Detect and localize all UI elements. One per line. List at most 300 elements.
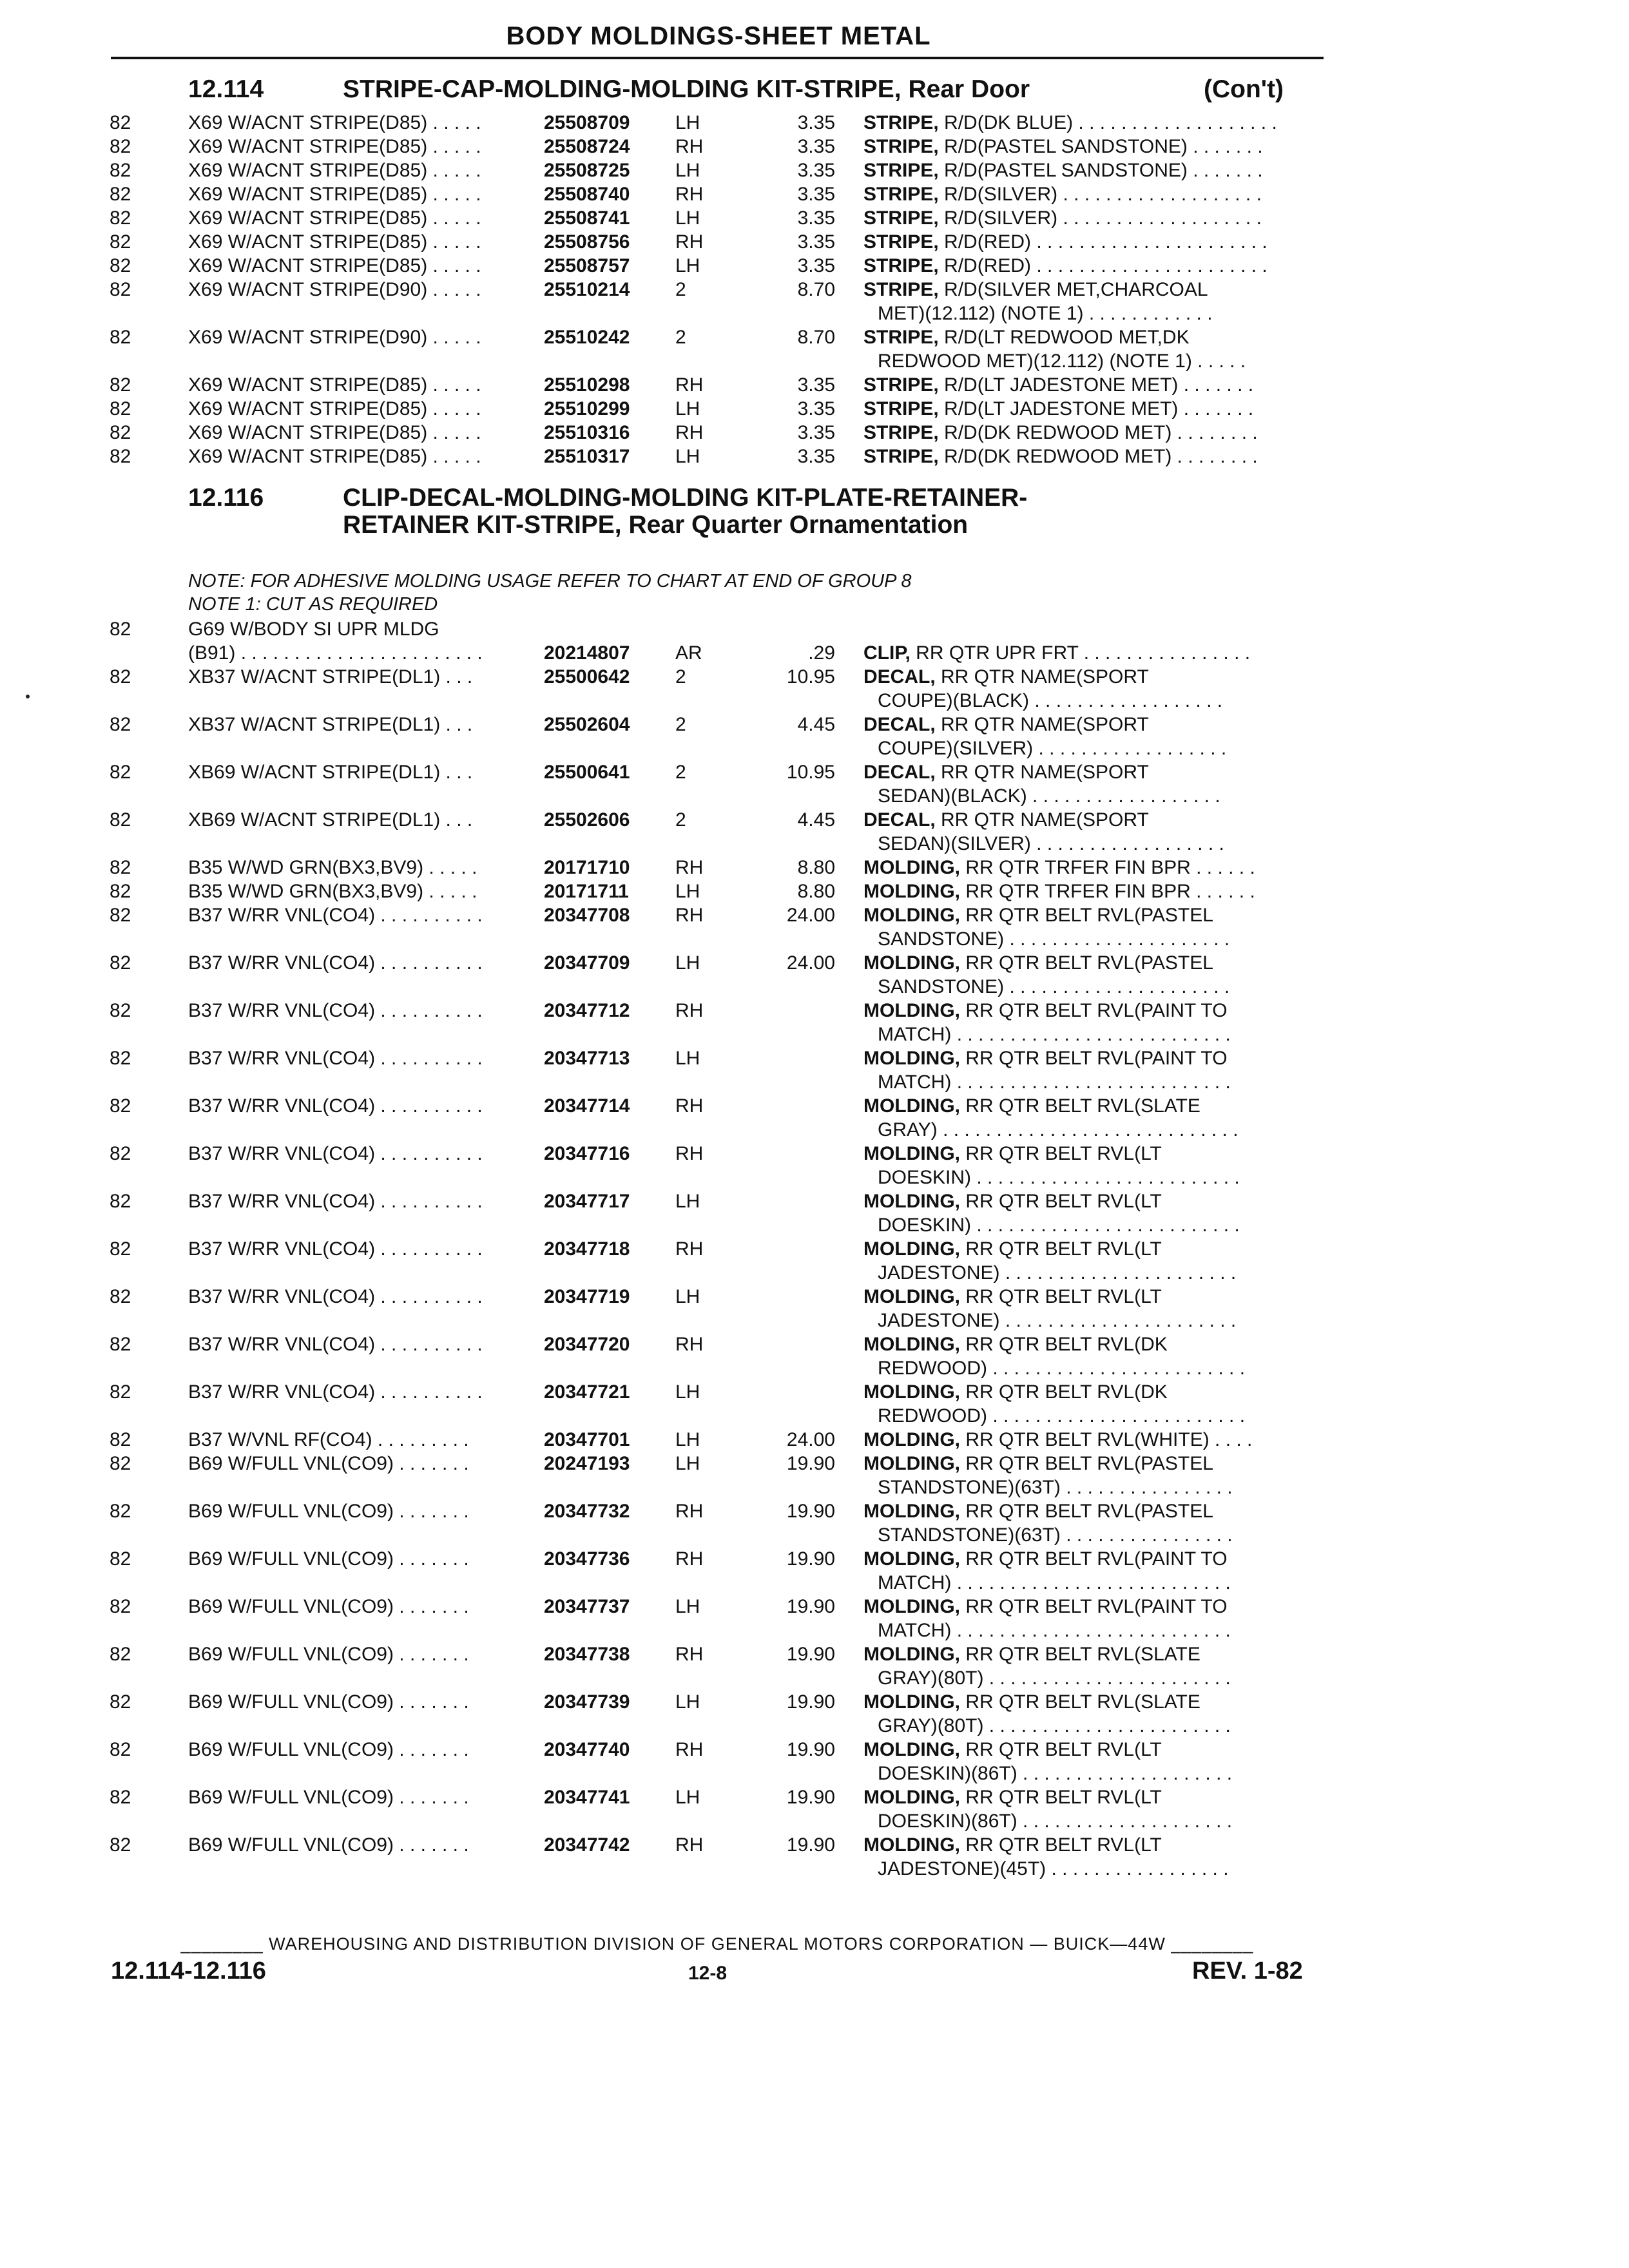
- part-row: [0, 1690, 1629, 1738]
- price: 8.80: [797, 881, 835, 902]
- price: 3.35: [797, 184, 835, 205]
- description: [863, 325, 1327, 373]
- part-detail-line2: COUPE)(SILVER) . . . . . . . . . . . . . . . . . .: [878, 738, 1227, 759]
- model-year: 82: [110, 1000, 131, 1021]
- part-name: DECAL,: [863, 762, 936, 783]
- application: B69 W/FULL VNL(CO9) . . . . . . .: [188, 1834, 469, 1856]
- part-name: MOLDING,: [863, 1453, 960, 1474]
- application: B37 W/RR VNL(CO4) . . . . . . . . . .: [188, 1191, 483, 1212]
- quantity: RH: [675, 1143, 704, 1164]
- part-detail: RR QTR NAME(SPORT: [935, 762, 1149, 783]
- quantity: LH: [675, 1286, 700, 1307]
- price: 19.90: [786, 1453, 835, 1474]
- part-detail: RR QTR BELT RVL(LT: [960, 1238, 1162, 1260]
- description: [863, 278, 1327, 325]
- description: [863, 421, 1327, 445]
- application: X69 W/ACNT STRIPE(D85) . . . . .: [188, 160, 481, 181]
- part-row: [0, 254, 1629, 278]
- part-number: 20347709: [544, 952, 630, 974]
- quantity: RH: [675, 136, 704, 157]
- model-year: 82: [110, 1095, 131, 1117]
- part-detail-line2: STANDSTONE)(63T) . . . . . . . . . . . . . . . .: [878, 1524, 1233, 1546]
- part-name: STRIPE,: [863, 231, 939, 253]
- model-year: 82: [110, 952, 131, 974]
- model-year: 82: [110, 1548, 131, 1570]
- model-year: 82: [110, 327, 131, 348]
- part-name: MOLDING,: [863, 1143, 960, 1164]
- application: X69 W/ACNT STRIPE(D85) . . . . .: [188, 136, 481, 157]
- price: 8.80: [797, 857, 835, 878]
- model-year: 82: [110, 1143, 131, 1164]
- quantity: LH: [675, 160, 700, 181]
- part-row: [0, 1547, 1629, 1595]
- model-year: 82: [110, 1381, 131, 1403]
- part-detail-line2: JADESTONE)(45T) . . . . . . . . . . . . . . . . .: [878, 1858, 1229, 1879]
- part-detail: R/D(DK BLUE) . . . . . . . . . . . . . . . . . . .: [938, 112, 1277, 133]
- continued-label: (Con't): [1204, 75, 1284, 103]
- part-name: DECAL,: [863, 714, 936, 735]
- part-row: [0, 951, 1629, 999]
- part-number: 20347720: [544, 1334, 630, 1355]
- model-year: 82: [110, 231, 131, 253]
- scan-speck: [26, 695, 30, 698]
- application: B69 W/FULL VNL(CO9) . . . . . . .: [188, 1787, 469, 1808]
- description: [863, 1380, 1327, 1428]
- quantity: LH: [675, 1048, 700, 1069]
- part-row: [0, 1142, 1629, 1189]
- part-detail-line2: DOESKIN)(86T) . . . . . . . . . . . . . . . . . . . .: [878, 1763, 1233, 1784]
- price: 8.70: [797, 279, 835, 300]
- part-name: CLIP,: [863, 642, 911, 664]
- part-name: MOLDING,: [863, 857, 960, 878]
- description: [863, 1547, 1327, 1595]
- model-year: 82: [110, 398, 131, 419]
- price: 3.35: [797, 207, 835, 229]
- part-row: [0, 665, 1629, 713]
- part-detail: R/D(DK REDWOOD MET) . . . . . . . .: [938, 446, 1258, 467]
- part-number: 20347716: [544, 1143, 630, 1164]
- part-row: [0, 999, 1629, 1046]
- price: 19.90: [786, 1644, 835, 1665]
- part-number: 25510242: [544, 327, 630, 348]
- part-row: [0, 617, 1629, 665]
- part-row: [0, 135, 1629, 159]
- part-number: 25508724: [544, 136, 630, 157]
- model-year: 82: [110, 666, 131, 687]
- part-name: MOLDING,: [863, 1644, 960, 1665]
- description: [863, 903, 1327, 951]
- part-row: [0, 1285, 1629, 1332]
- application: X69 W/ACNT STRIPE(D90) . . . . .: [188, 327, 481, 348]
- part-detail: R/D(LT REDWOOD MET,DK: [938, 327, 1190, 348]
- application: B37 W/RR VNL(CO4) . . . . . . . . . .: [188, 1238, 483, 1260]
- quantity: 2: [675, 327, 686, 348]
- price: .29: [808, 642, 835, 664]
- part-detail: RR QTR BELT RVL(PAINT TO: [960, 1596, 1228, 1617]
- model-year: 82: [110, 446, 131, 467]
- part-detail-line2: SEDAN)(SILVER) . . . . . . . . . . . . . . . . . .: [878, 833, 1224, 854]
- part-number: 20347740: [544, 1739, 630, 1760]
- part-row: [0, 278, 1629, 325]
- description: [863, 999, 1327, 1046]
- part-detail: RR QTR TRFER FIN BPR . . . . . .: [960, 857, 1255, 878]
- part-detail: RR QTR NAME(SPORT: [935, 666, 1149, 687]
- price: 3.35: [797, 231, 835, 253]
- quantity: AR: [675, 642, 702, 664]
- description: [863, 1094, 1327, 1142]
- part-detail: R/D(PASTEL SANDSTONE) . . . . . . .: [938, 136, 1263, 157]
- quantity: LH: [675, 255, 700, 276]
- part-number: 20171710: [544, 857, 630, 878]
- part-name: MOLDING,: [863, 1501, 960, 1522]
- part-number: 25508725: [544, 160, 630, 181]
- price: 4.45: [797, 714, 835, 735]
- part-number: 25510298: [544, 374, 630, 396]
- application: XB37 W/ACNT STRIPE(DL1) . . .: [188, 666, 473, 687]
- section-number: 12.114: [188, 75, 264, 103]
- part-name: MOLDING,: [863, 1787, 960, 1808]
- part-detail: RR QTR BELT RVL(PAINT TO: [960, 1000, 1228, 1021]
- description: [863, 1237, 1327, 1285]
- description: [863, 445, 1327, 468]
- part-detail: RR QTR BELT RVL(SLATE: [960, 1691, 1200, 1713]
- price: 4.45: [797, 809, 835, 831]
- description: [863, 1452, 1327, 1499]
- part-row: [0, 1189, 1629, 1237]
- description: [863, 1332, 1327, 1380]
- price: 19.90: [786, 1501, 835, 1522]
- part-detail: RR QTR BELT RVL(SLATE: [960, 1644, 1200, 1665]
- part-name: STRIPE,: [863, 207, 939, 229]
- application: B37 W/RR VNL(CO4) . . . . . . . . . .: [188, 1334, 483, 1355]
- part-detail-line2: MATCH) . . . . . . . . . . . . . . . . . . . . . . . . . .: [878, 1072, 1231, 1093]
- footer-revision: REV. 1-82: [1192, 1957, 1303, 1984]
- quantity: LH: [675, 112, 700, 133]
- part-name: DECAL,: [863, 809, 936, 831]
- part-row: [0, 903, 1629, 951]
- part-name: STRIPE,: [863, 374, 939, 396]
- quantity: LH: [675, 1453, 700, 1474]
- price: 3.35: [797, 112, 835, 133]
- description: [863, 111, 1327, 135]
- model-year: 82: [110, 136, 131, 157]
- part-row: [0, 397, 1629, 421]
- part-detail: RR QTR TRFER FIN BPR . . . . . .: [960, 881, 1255, 902]
- model-year: 82: [110, 374, 131, 396]
- description: [863, 665, 1327, 713]
- part-row: [0, 1499, 1629, 1547]
- application: X69 W/ACNT STRIPE(D85) . . . . .: [188, 374, 481, 396]
- part-detail: RR QTR BELT RVL(DK: [960, 1381, 1168, 1403]
- application: B69 W/FULL VNL(CO9) . . . . . . .: [188, 1644, 469, 1665]
- description: [863, 856, 1327, 879]
- part-detail: RR QTR BELT RVL(PASTEL: [960, 952, 1213, 974]
- part-detail-line2: REDWOOD) . . . . . . . . . . . . . . . . . . . . . . . .: [878, 1358, 1246, 1379]
- part-number: 25510299: [544, 398, 630, 419]
- part-detail-line2: SANDSTONE) . . . . . . . . . . . . . . . . . . . . .: [878, 976, 1230, 997]
- application: B37 W/VNL RF(CO4) . . . . . . . . .: [188, 1429, 469, 1450]
- part-detail: R/D(LT JADESTONE MET) . . . . . . .: [938, 398, 1254, 419]
- part-row: [0, 1738, 1629, 1785]
- description: [863, 879, 1327, 903]
- part-number: 20347732: [544, 1501, 630, 1522]
- title-rule: [111, 57, 1324, 59]
- section-title-line1: CLIP-DECAL-MOLDING-MOLDING KIT-PLATE-RETAINER-: [343, 484, 1028, 512]
- description: [863, 1285, 1327, 1332]
- model-year: 82: [110, 1501, 131, 1522]
- part-detail: R/D(SILVER) . . . . . . . . . . . . . . . . . . .: [938, 184, 1262, 205]
- quantity: LH: [675, 952, 700, 974]
- part-name: MOLDING,: [863, 1691, 960, 1713]
- quantity: RH: [675, 1644, 704, 1665]
- quantity: RH: [675, 1501, 704, 1522]
- part-row: [0, 445, 1629, 468]
- part-number: 20347718: [544, 1238, 630, 1260]
- part-detail-line2: SEDAN)(BLACK) . . . . . . . . . . . . . . . . . .: [878, 785, 1220, 807]
- part-detail: R/D(RED) . . . . . . . . . . . . . . . . . . . . . .: [938, 255, 1268, 276]
- application: B69 W/FULL VNL(CO9) . . . . . . .: [188, 1453, 469, 1474]
- footer-page-number: 12-8: [688, 1963, 728, 1984]
- application: X69 W/ACNT STRIPE(D85) . . . . .: [188, 255, 481, 276]
- description: [863, 1499, 1327, 1547]
- application: XB69 W/ACNT STRIPE(DL1) . . .: [188, 762, 473, 783]
- part-detail-line2: COUPE)(BLACK) . . . . . . . . . . . . . . . . . .: [878, 690, 1223, 711]
- quantity: 2: [675, 762, 686, 783]
- part-number: 20347742: [544, 1834, 630, 1856]
- part-row: [0, 856, 1629, 879]
- part-detail: RR QTR NAME(SPORT: [935, 714, 1149, 735]
- part-name: STRIPE,: [863, 279, 939, 300]
- price: 19.90: [786, 1596, 835, 1617]
- part-detail-line2: MATCH) . . . . . . . . . . . . . . . . . . . . . . . . . .: [878, 1024, 1231, 1045]
- part-row: [0, 182, 1629, 206]
- quantity: RH: [675, 905, 704, 926]
- model-year: 82: [110, 905, 131, 926]
- part-detail: R/D(RED) . . . . . . . . . . . . . . . . . . . . . .: [938, 231, 1268, 253]
- application: B69 W/FULL VNL(CO9) . . . . . . .: [188, 1548, 469, 1570]
- quantity: LH: [675, 446, 700, 467]
- model-year: 82: [110, 1429, 131, 1450]
- quantity: 2: [675, 666, 686, 687]
- part-row: [0, 713, 1629, 760]
- model-year: 82: [110, 160, 131, 181]
- part-number: 25500641: [544, 762, 630, 783]
- application: B37 W/RR VNL(CO4) . . . . . . . . . .: [188, 1048, 483, 1069]
- description: [863, 1428, 1327, 1452]
- model-year: 82: [110, 422, 131, 443]
- description: [863, 808, 1327, 856]
- price: 24.00: [786, 905, 835, 926]
- part-row: [0, 1237, 1629, 1285]
- part-name: MOLDING,: [863, 1429, 960, 1450]
- part-number: 20347741: [544, 1787, 630, 1808]
- quantity: LH: [675, 1787, 700, 1808]
- quantity: RH: [675, 1238, 704, 1260]
- part-detail: RR QTR UPR FRT . . . . . . . . . . . . . . . .: [910, 642, 1251, 664]
- part-number: 20347712: [544, 1000, 630, 1021]
- model-year: 82: [110, 184, 131, 205]
- quantity: LH: [675, 1596, 700, 1617]
- application: B69 W/FULL VNL(CO9) . . . . . . .: [188, 1596, 469, 1617]
- price: 24.00: [786, 1429, 835, 1450]
- description: [863, 713, 1327, 760]
- part-detail: RR QTR BELT RVL(LT: [960, 1739, 1162, 1760]
- price: 3.35: [797, 255, 835, 276]
- description: [863, 1785, 1327, 1833]
- part-detail-line2: GRAY)(80T) . . . . . . . . . . . . . . . . . . . . . . .: [878, 1715, 1231, 1736]
- model-year: 82: [110, 1596, 131, 1617]
- part-row: [0, 1046, 1629, 1094]
- model-year: 82: [110, 762, 131, 783]
- part-detail: R/D(LT JADESTONE MET) . . . . . . .: [938, 374, 1254, 396]
- section-number: 12.116: [188, 484, 264, 512]
- quantity: 2: [675, 279, 686, 300]
- description: [863, 641, 1327, 665]
- part-row: [0, 421, 1629, 445]
- part-row: [0, 111, 1629, 135]
- price: 19.90: [786, 1739, 835, 1760]
- part-name: STRIPE,: [863, 136, 939, 157]
- quantity: RH: [675, 1000, 704, 1021]
- part-detail: RR QTR BELT RVL(PAINT TO: [960, 1048, 1228, 1069]
- model-year: 82: [110, 1739, 131, 1760]
- part-name: DECAL,: [863, 666, 936, 687]
- part-name: STRIPE,: [863, 398, 939, 419]
- description: [863, 951, 1327, 999]
- model-year: 82: [110, 809, 131, 831]
- application: B37 W/RR VNL(CO4) . . . . . . . . . .: [188, 1143, 483, 1164]
- model-year: 82: [110, 1453, 131, 1474]
- part-detail: R/D(SILVER MET,CHARCOAL: [938, 279, 1208, 300]
- quantity: LH: [675, 207, 700, 229]
- application: B69 W/FULL VNL(CO9) . . . . . . .: [188, 1739, 469, 1760]
- application: X69 W/ACNT STRIPE(D90) . . . . .: [188, 279, 481, 300]
- application: B37 W/RR VNL(CO4) . . . . . . . . . .: [188, 905, 483, 926]
- price: 19.90: [786, 1548, 835, 1570]
- part-row: [0, 1785, 1629, 1833]
- part-name: MOLDING,: [863, 1286, 960, 1307]
- description: [863, 760, 1327, 808]
- part-row: [0, 230, 1629, 254]
- part-number: 25508740: [544, 184, 630, 205]
- description: [863, 373, 1327, 397]
- part-row: [0, 1428, 1629, 1452]
- part-detail-line2: MET)(12.112) (NOTE 1) . . . . . . . . . . . .: [878, 303, 1213, 324]
- part-row: [0, 159, 1629, 182]
- part-number: 20347719: [544, 1286, 630, 1307]
- part-number: 20214807: [544, 642, 630, 664]
- price: 19.90: [786, 1691, 835, 1713]
- application: X69 W/ACNT STRIPE(D85) . . . . .: [188, 422, 481, 443]
- model-year: 82: [110, 1191, 131, 1212]
- part-detail-line2: DOESKIN) . . . . . . . . . . . . . . . . . . . . . . . . .: [878, 1215, 1240, 1236]
- model-year: 82: [110, 279, 131, 300]
- model-year: 82: [110, 619, 131, 640]
- quantity: RH: [675, 1334, 704, 1355]
- part-number: 20347737: [544, 1596, 630, 1617]
- description: [863, 159, 1327, 182]
- price: 3.35: [797, 398, 835, 419]
- description: [863, 230, 1327, 254]
- part-row: [0, 1380, 1629, 1428]
- note-1: NOTE 1: CUT AS REQUIRED: [188, 594, 438, 615]
- part-detail: RR QTR BELT RVL(PAINT TO: [960, 1548, 1228, 1570]
- description: [863, 1642, 1327, 1690]
- part-name: STRIPE,: [863, 184, 939, 205]
- description: [863, 1690, 1327, 1738]
- part-name: MOLDING,: [863, 1048, 960, 1069]
- part-detail: RR QTR BELT RVL(LT: [960, 1286, 1162, 1307]
- part-row: [0, 1642, 1629, 1690]
- part-number: 25502606: [544, 809, 630, 831]
- part-detail-line2: SANDSTONE) . . . . . . . . . . . . . . . . . . . . .: [878, 928, 1230, 950]
- description: [863, 1189, 1327, 1237]
- description: [863, 182, 1327, 206]
- quantity: RH: [675, 1548, 704, 1570]
- application: B69 W/FULL VNL(CO9) . . . . . . .: [188, 1691, 469, 1713]
- application: XB37 W/ACNT STRIPE(DL1) . . .: [188, 714, 473, 735]
- part-number: 20347721: [544, 1381, 630, 1403]
- description: [863, 1738, 1327, 1785]
- part-number: 25508756: [544, 231, 630, 253]
- part-detail: RR QTR BELT RVL(PASTEL: [960, 1501, 1213, 1522]
- quantity: 2: [675, 714, 686, 735]
- part-number: 20171711: [544, 881, 629, 902]
- part-row: [0, 1833, 1629, 1881]
- part-row: [0, 1332, 1629, 1380]
- part-number: 20347714: [544, 1095, 630, 1117]
- part-name: MOLDING,: [863, 905, 960, 926]
- description: [863, 254, 1327, 278]
- part-detail-line2: REDWOOD MET)(12.112) (NOTE 1) . . . . .: [878, 351, 1246, 372]
- part-name: MOLDING,: [863, 1000, 960, 1021]
- part-number: 25508757: [544, 255, 630, 276]
- price: 19.90: [786, 1787, 835, 1808]
- price: 3.35: [797, 374, 835, 396]
- part-detail-line2: JADESTONE) . . . . . . . . . . . . . . . . . . . . . .: [878, 1262, 1237, 1283]
- application-line2: (B91) . . . . . . . . . . . . . . . . . . . . . . .: [188, 642, 483, 664]
- model-year: 82: [110, 1334, 131, 1355]
- model-year: 82: [110, 881, 131, 902]
- application: X69 W/ACNT STRIPE(D85) . . . . .: [188, 112, 481, 133]
- part-detail-line2: GRAY) . . . . . . . . . . . . . . . . . . . . . . . . . . . .: [878, 1119, 1239, 1140]
- part-name: MOLDING,: [863, 1739, 960, 1760]
- part-name: STRIPE,: [863, 327, 939, 348]
- quantity: LH: [675, 1191, 700, 1212]
- part-number: 20347701: [544, 1429, 630, 1450]
- part-detail: RR QTR BELT RVL(SLATE: [960, 1095, 1200, 1117]
- quantity: RH: [675, 1095, 704, 1117]
- part-row: [0, 206, 1629, 230]
- price: 3.35: [797, 446, 835, 467]
- part-name: STRIPE,: [863, 112, 939, 133]
- part-number: 20347708: [544, 905, 630, 926]
- part-detail-line2: GRAY)(80T) . . . . . . . . . . . . . . . . . . . . . . .: [878, 1667, 1231, 1689]
- model-year: 82: [110, 207, 131, 229]
- price: 24.00: [786, 952, 835, 974]
- part-detail: RR QTR BELT RVL(PASTEL: [960, 1453, 1213, 1474]
- part-number: 25510214: [544, 279, 630, 300]
- part-detail: RR QTR BELT RVL(PASTEL: [960, 905, 1213, 926]
- model-year: 82: [110, 1834, 131, 1856]
- part-number: 25510317: [544, 446, 630, 467]
- price: 10.95: [786, 666, 835, 687]
- part-name: MOLDING,: [863, 952, 960, 974]
- part-detail: RR QTR BELT RVL(LT: [960, 1191, 1162, 1212]
- application: B37 W/RR VNL(CO4) . . . . . . . . . .: [188, 1381, 483, 1403]
- application: X69 W/ACNT STRIPE(D85) . . . . .: [188, 231, 481, 253]
- part-detail-line2: REDWOOD) . . . . . . . . . . . . . . . . . . . . . . . .: [878, 1405, 1246, 1427]
